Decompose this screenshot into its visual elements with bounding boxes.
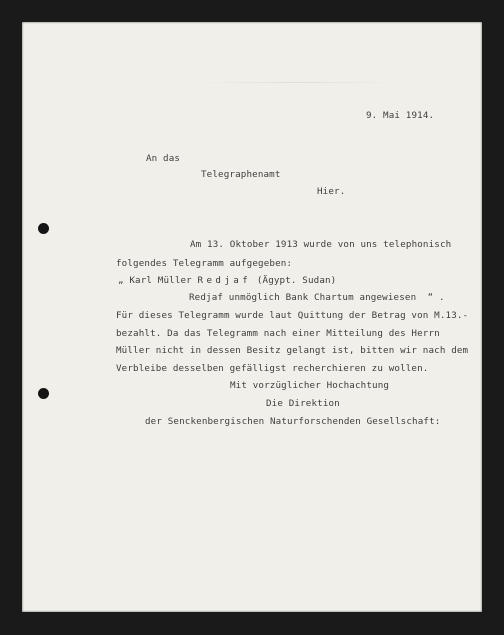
telegram-place-spaced: Redjaf bbox=[197, 275, 252, 286]
telegram-country: (Ägypt. Sudan) bbox=[256, 275, 337, 286]
signature-line-2: der Senckenbergischen Naturforschenden Gesellschaft: bbox=[145, 416, 441, 427]
closing-phrase: Mit vorzüglicher Hochachtung bbox=[230, 380, 390, 391]
body-line-2: folgendes Telegramm aufgegeben: bbox=[116, 258, 293, 269]
body-line-8: Verbleibe desselben gefälligst recherchieren zu wollen. bbox=[116, 363, 429, 374]
paper-fold bbox=[197, 82, 397, 83]
telegram-line bbox=[118, 276, 336, 285]
recipient-line-3: Hier. bbox=[317, 186, 346, 197]
signature-line-1: Die Direktion bbox=[266, 398, 340, 409]
body-line-5: Für dieses Telegramm wurde laut Quittung der Betrag von M.13.- bbox=[116, 310, 469, 321]
body-line-1: Am 13. Oktober 1913 wurde von uns telephonisch bbox=[190, 239, 452, 250]
punch-hole-lower bbox=[38, 388, 49, 399]
punch-hole-upper bbox=[38, 223, 49, 234]
recipient-line-2: Telegraphenamt bbox=[201, 169, 281, 180]
telegram-text: Redjaf unmöglich Bank Chartum angewiesen “ . bbox=[189, 292, 445, 303]
telegram-recipient: „ Karl Müller bbox=[118, 275, 192, 286]
letter-date: 9. Mai 1914. bbox=[366, 110, 435, 121]
body-line-6: bezahlt. Da das Telegramm nach einer Mitteilung des Herrn bbox=[116, 328, 440, 339]
body-line-7: Müller nicht in dessen Besitz gelangt ist, bitten wir nach dem bbox=[116, 345, 469, 356]
recipient-line-1: An das bbox=[146, 153, 181, 164]
